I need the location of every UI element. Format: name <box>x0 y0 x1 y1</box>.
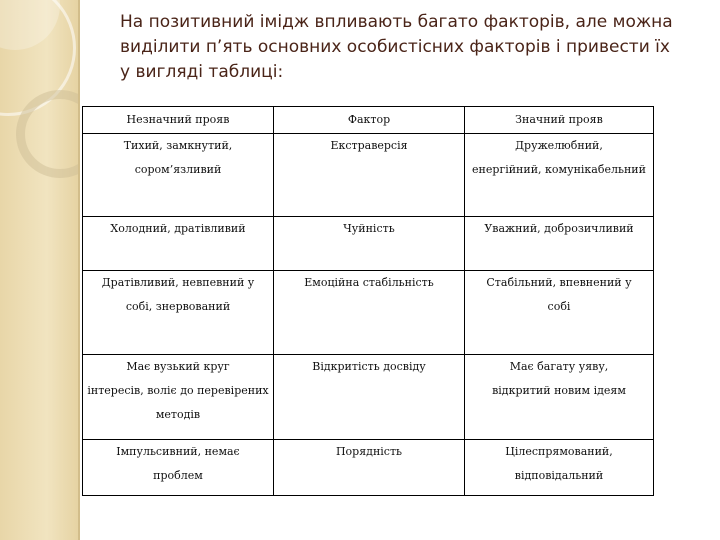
cell-text-line: Фактор <box>347 113 391 126</box>
cell-low <box>83 217 274 271</box>
header-factor <box>274 107 465 134</box>
cell-text-line: проблем <box>153 469 203 482</box>
cell-text-line: Дратівливий, невпевний у <box>101 276 255 289</box>
cell-text-line: Чуйність <box>343 222 395 235</box>
cell-high <box>465 440 654 496</box>
cell-text-line: Дружелюбний, <box>515 139 603 152</box>
cell-text-line: Цілеспрямований, <box>505 445 613 458</box>
cell-text-line: Імпульсивний, немає <box>116 445 240 458</box>
header-low <box>83 107 274 134</box>
cell-text-line: собі, знервований <box>125 300 231 313</box>
table-row <box>83 355 654 440</box>
cell-low <box>83 134 274 217</box>
cell-text-line: Незначний прояв <box>126 113 230 126</box>
cell-high <box>465 134 654 217</box>
cell-text-line: Тихий, замкнутий, <box>123 139 233 152</box>
cell-high <box>465 271 654 355</box>
table-row <box>83 440 654 496</box>
cell-text-line: Відкритість досвіду <box>312 360 426 373</box>
cell-text-line: Має вузький круг <box>126 360 230 373</box>
cell-high <box>465 355 654 440</box>
cell-text-line: відкритий новим ідеям <box>492 384 626 397</box>
cell-text-line: собі <box>547 300 571 313</box>
decorative-sidebar <box>0 0 80 540</box>
cell-text-line: Уважний, доброзичливий <box>484 222 634 235</box>
factors-table <box>82 106 654 496</box>
cell-low <box>83 440 274 496</box>
cell-text-line: енергійний, комунікабельний <box>472 163 646 176</box>
table-header-row <box>83 107 654 134</box>
header-high <box>465 107 654 134</box>
cell-text-line: Має багату уяву, <box>509 360 609 373</box>
cell-low <box>83 271 274 355</box>
table-row <box>83 271 654 355</box>
slide-title: На позитивний імідж впливають багато факторів, але можна виділити п’ять основних особистісних факторів і привести їх у вигляді таблиці: <box>120 12 673 82</box>
cell-text-line: відповідальний <box>514 469 604 482</box>
cell-text-line: Порядність <box>335 445 403 458</box>
cell-text-line: Емоційна стабільність <box>304 276 434 289</box>
cell-text-line: методів <box>155 408 201 421</box>
cell-factor <box>274 134 465 217</box>
table-row <box>83 217 654 271</box>
cell-text-line: Холодний, дратівливий <box>110 222 246 235</box>
cell-factor <box>274 217 465 271</box>
cell-text-line: Стабільний, впевнений у <box>486 276 632 289</box>
cell-high <box>465 217 654 271</box>
cell-text-line: Екстраверсія <box>330 139 408 152</box>
cell-text-line: сором’язливий <box>134 163 222 176</box>
cell-text-line: Значний прояв <box>515 113 603 126</box>
cell-factor <box>274 271 465 355</box>
cell-factor <box>274 440 465 496</box>
cell-text-line: інтересів, воліє до перевірених <box>87 384 269 397</box>
cell-low <box>83 355 274 440</box>
table-row <box>83 134 654 217</box>
cell-factor <box>274 355 465 440</box>
